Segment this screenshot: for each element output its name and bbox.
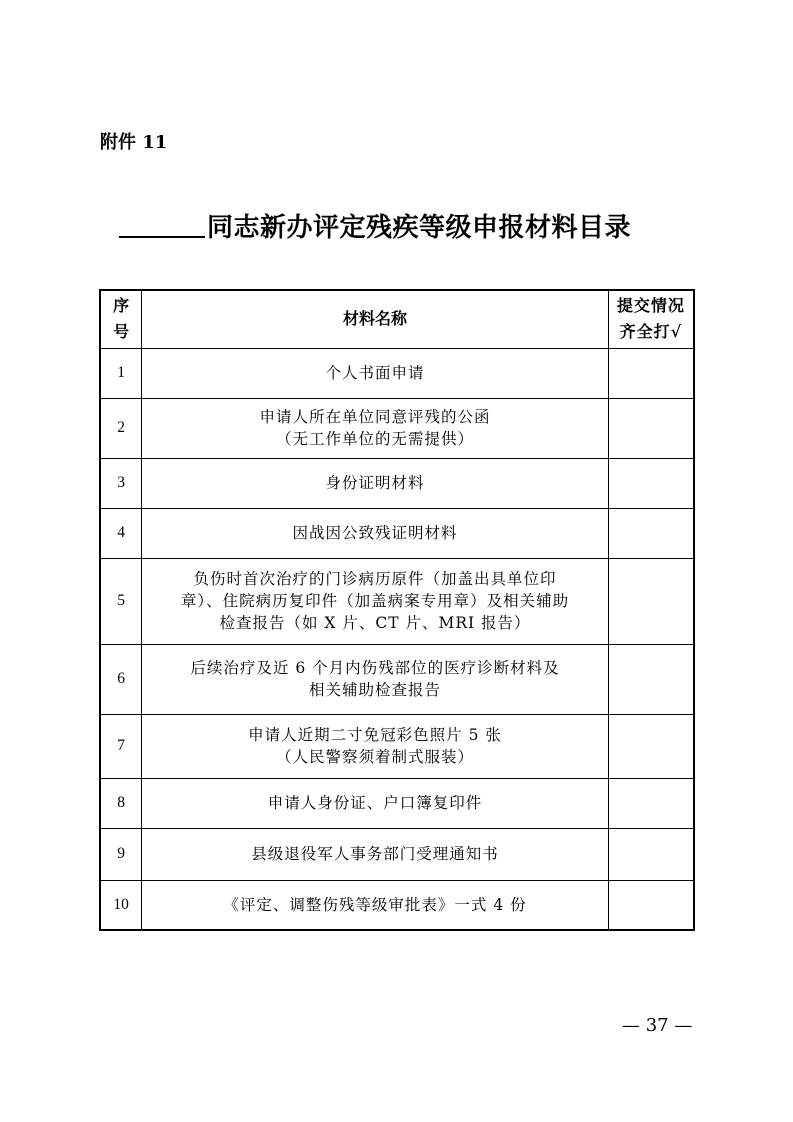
material-name-line: 申请人身份证、户口簿复印件 (267, 794, 483, 812)
material-name-line: 后续治疗及近 6 个月内伤残部位的医疗诊断材料及 (190, 659, 560, 677)
submission-check-cell[interactable] (608, 398, 694, 458)
document-title (119, 200, 699, 244)
material-name-line: 个人书面申请 (325, 364, 425, 382)
table-header-row (100, 290, 694, 348)
material-name-line: （人民警察须着制式服装） (276, 748, 475, 766)
material-name (142, 828, 608, 880)
row-number: 1 (100, 348, 142, 398)
material-name (142, 714, 608, 778)
row-number: 3 (100, 458, 142, 508)
submission-check-cell[interactable] (608, 880, 694, 930)
material-name (142, 348, 608, 398)
table-row (100, 458, 694, 508)
table-row (100, 398, 694, 458)
material-name-line: 县级退役军人事务部门受理通知书 (251, 845, 499, 863)
submission-check-cell[interactable] (608, 348, 694, 398)
material-name-line: 相关辅助检查报告 (309, 681, 442, 699)
name-blank-underline (119, 236, 205, 238)
row-number: 2 (100, 398, 142, 458)
table-row (100, 880, 694, 930)
row-number: 6 (100, 644, 142, 714)
row-number: 9 (100, 828, 142, 880)
material-name (142, 508, 608, 558)
table-row (100, 508, 694, 558)
material-name-line: 申请人近期二寸免冠彩色照片 5 张 (248, 726, 502, 744)
submission-check-cell[interactable] (608, 558, 694, 644)
table-row (100, 558, 694, 644)
material-name-line: （无工作单位的无需提供） (276, 430, 475, 448)
header-check-line2: 齐全打√ (619, 322, 683, 342)
material-name-line: 负伤时首次治疗的门诊病历原件（加盖出具单位印 (193, 570, 557, 588)
table-row (100, 644, 694, 714)
material-name (142, 558, 608, 644)
submission-check-cell[interactable] (608, 714, 694, 778)
material-name (142, 880, 608, 930)
material-name (142, 458, 608, 508)
material-name-line: 申请人所在单位同意评残的公函 (259, 408, 491, 426)
row-number: 5 (100, 558, 142, 644)
material-name-line: 检查报告（如 X 片、CT 片、MRI 报告） (219, 614, 531, 632)
page-number: — 37 — (622, 1015, 693, 1036)
table-row (100, 714, 694, 778)
attachment-label: 附件 11 (100, 132, 168, 153)
submission-check-cell[interactable] (608, 644, 694, 714)
table-row (100, 348, 694, 398)
header-check (608, 290, 694, 348)
submission-check-cell[interactable] (608, 458, 694, 508)
materials-table (99, 289, 695, 931)
header-no: 序号 (100, 290, 142, 348)
material-name-line: 身份证明材料 (325, 474, 425, 492)
row-number: 7 (100, 714, 142, 778)
material-name-line: 《评定、调整伤残等级审批表》一式 4 份 (223, 895, 527, 914)
row-number: 4 (100, 508, 142, 558)
row-number: 10 (100, 880, 142, 930)
material-name (142, 398, 608, 458)
material-name-line: 章）、住院病历复印件（加盖病案专用章）及相关辅助 (180, 592, 570, 610)
table-row (100, 778, 694, 828)
material-name (142, 644, 608, 714)
submission-check-cell[interactable] (608, 508, 694, 558)
submission-check-cell[interactable] (608, 828, 694, 880)
material-name-line: 因战因公致残证明材料 (292, 524, 458, 542)
row-number: 8 (100, 778, 142, 828)
table-row (100, 828, 694, 880)
title-text: 同志新办评定残疾等级申报材料目录 (207, 213, 632, 243)
header-check-line1: 提交情况 (616, 296, 685, 316)
material-name (142, 778, 608, 828)
header-name: 材料名称 (142, 290, 608, 348)
submission-check-cell[interactable] (608, 778, 694, 828)
